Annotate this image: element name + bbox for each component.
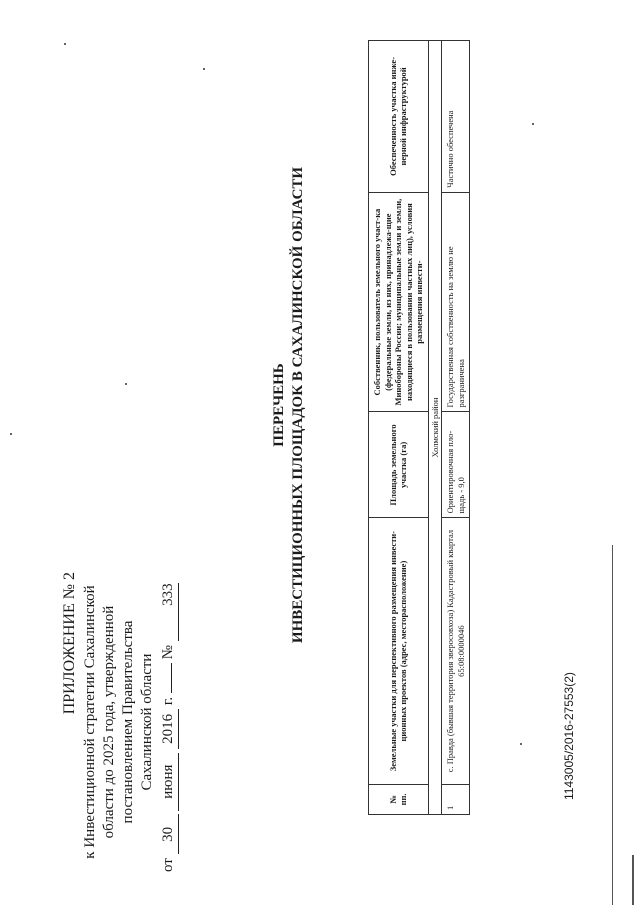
decree-number: 333 (159, 583, 179, 641)
row-infrastructure: Частично обеспечена (442, 41, 470, 193)
document-subheading: ИНВЕСТИЦИОННЫХ ПЛОЩАДОК В САХАЛИНСКОЙ ОБЛАСТИ (290, 166, 306, 644)
approval-date-line (159, 572, 179, 872)
header-infrastructure: Обеспеченность участка инже-нерной инфраструктурой (369, 41, 429, 193)
date-year: 2016 (159, 709, 179, 749)
row-area: Ориентировочная пло-щадь - 9,0 (442, 412, 470, 518)
approval-line-2: области до 2025 года, утвержденной (101, 605, 117, 839)
date-prefix: от (160, 858, 176, 872)
scan-speck (203, 68, 205, 70)
investment-sites-table (368, 40, 470, 815)
date-year-suffix: г. (160, 696, 176, 706)
scan-speck (10, 433, 12, 435)
scan-speck (125, 383, 127, 385)
date-month: июня (159, 753, 179, 811)
document-heading: ПЕРЕЧЕНЬ (271, 363, 287, 447)
approval-line-1: к Инвестиционной стратегии Сахалинской (82, 585, 98, 859)
header-location: Земельные участки для перспективного размещения инвести-ционных проектов (адрес, месторасположение) (369, 518, 429, 785)
document-title-block (270, 135, 308, 675)
row-owner: Государственная собственность на землю не разграничена (442, 192, 470, 412)
approval-block (60, 572, 179, 872)
approval-line-3: постановлением Правительства (120, 620, 136, 824)
scan-edge-line (612, 545, 613, 905)
header-number: № пп. (369, 784, 429, 814)
scan-speck (64, 43, 66, 45)
district-name: Холмский район (428, 41, 442, 815)
header-owner: Собственник, пользователь земельного участ-ка (федеральные земли, из них, принадлежа-щие Минобороны России; муниципальные земли и земли, находящиеся в пользовании частных лиц), условия размещения инвести- (369, 192, 429, 412)
scan-edge-line (632, 855, 634, 905)
appendix-title: ПРИЛОЖЕНИЕ № 2 (61, 572, 78, 715)
number-prefix: № (160, 645, 176, 660)
document-code: 1143005/2016-27553(2) (562, 672, 576, 800)
scan-speck (532, 123, 534, 125)
approval-line-4: Сахалинской области (139, 653, 155, 791)
date-day: 30 (159, 814, 179, 854)
row-location: с. Правда (бывшая территория звероcовхоза) Кадастровый квартал 65:08:0000046 (442, 518, 470, 785)
row-number: 1 (442, 784, 470, 814)
header-area: Площадь земельного участка (га) (369, 412, 429, 518)
district-row (428, 41, 442, 815)
table-row (442, 41, 470, 815)
table-header-row (369, 41, 429, 815)
scan-speck (520, 743, 522, 745)
